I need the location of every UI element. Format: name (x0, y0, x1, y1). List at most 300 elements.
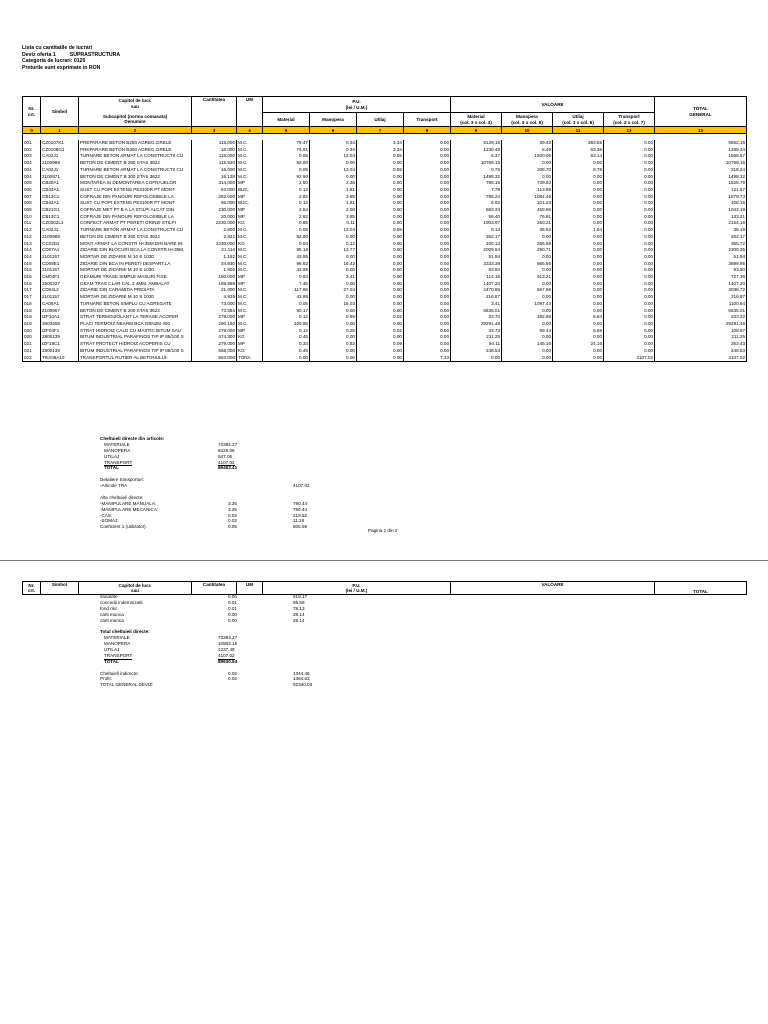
page-footer: Pagina 1 din 2 (368, 528, 398, 533)
cell-val-utilaj: 0.00 (553, 214, 604, 221)
table-row (23, 328, 747, 335)
cell-simbol: 2101157 (41, 254, 79, 261)
cell-val-utilaj: 0.00 (553, 321, 604, 328)
cell-simbol: CZ0107K1 (41, 140, 79, 147)
cell-simbol: 2100969 (41, 160, 79, 167)
cell-val-transport: 0.00 (604, 160, 655, 167)
cell-pu-material: 43.95 (263, 267, 310, 274)
p2-item-label: concedii indemnizatii (100, 599, 143, 605)
cell-pu-utilaj: 0.00 (357, 355, 404, 362)
cell-val-material: 5.37 (451, 153, 502, 160)
cell-val-transport: 0.00 (604, 200, 655, 207)
cell-val-utilaj: 0.00 (553, 254, 604, 261)
table-row (23, 140, 747, 147)
cell-pu-manopera: 0.69 (310, 314, 357, 321)
cell-denumire: BETON DE CIMENT B 300 STAS 3622 (79, 174, 192, 181)
p2-item-label: carti munca (100, 611, 124, 617)
cell-val-manopera: 76.91 (502, 214, 553, 221)
cell-val-material: 9139.18 (451, 140, 502, 147)
cell-pu-material: 90.17 (263, 308, 310, 315)
cell-nr: 004 (23, 174, 41, 181)
cell-pu-manopera: 0.12 (310, 241, 357, 248)
table-row (23, 220, 747, 227)
cell-val-material: 3.41 (451, 301, 502, 308)
cell-val-material: 29291.48 (451, 321, 502, 328)
table-row (23, 147, 747, 154)
cell-denumire: COFRAJE MET PT B A LA STILPI ALCAT DIN (79, 207, 192, 214)
p2-total-item-label: UTILAJ (104, 647, 120, 653)
cell-val-manopera: 265.59 (502, 241, 553, 248)
cell-um: BUC. (237, 200, 263, 207)
cell-pu-transport: 0.00 (404, 227, 451, 234)
cell-total-general: 3038.72 (655, 287, 747, 294)
cell-pu-transport: 0.00 (404, 334, 451, 341)
cell-simbol: CA02J1 (41, 167, 79, 174)
cell-denumire: SUST CU POPI EXTENS PE3100R PT MONT (79, 200, 192, 207)
other-cost-label: -CAS: (100, 512, 113, 518)
cell-um: BUC. (237, 187, 263, 194)
cell-cantitate: 2230.000 (192, 220, 237, 227)
cell-pu-manopera: 0.00 (310, 355, 357, 362)
cell-um: KG (237, 241, 263, 248)
cell-um: MP (237, 328, 263, 335)
cell-cantitate: 21.114 (192, 247, 237, 254)
cell-val-utilaj: 1.54 (553, 227, 604, 234)
cell-cantitate: 73.000 (192, 301, 237, 308)
cell-pu-transport: 0.00 (404, 147, 451, 154)
cell-cantitate: 63.000 (192, 187, 237, 194)
table-row (23, 227, 747, 234)
cell-val-utilaj: 0.00 (553, 187, 604, 194)
cell-total-general: 2300.35 (655, 247, 747, 254)
cell-simbol: CA09A1 (41, 301, 79, 308)
cell-simbol: CC02D2 (41, 241, 79, 248)
cell-cantitate: 279.000 (192, 341, 237, 348)
transport-detail-value: 4107.02 (293, 483, 310, 489)
cell-pu-transport: 0.00 (404, 261, 451, 268)
cell-um: MP (237, 180, 263, 187)
cell-cantitate: 553.000 (192, 355, 237, 362)
cell-val-utilaj: 0.00 (553, 180, 604, 187)
column-number: 12 (604, 127, 655, 134)
cell-val-manopera: 1084.49 (502, 194, 553, 201)
cell-pu-utilaj: 0.00 (357, 180, 404, 187)
cell-val-manopera: 208.70 (502, 167, 553, 174)
cell-pu-manopera: 2.36 (310, 180, 357, 187)
cell-nr: 019 (23, 321, 41, 328)
cell-val-manopera: 113.89 (502, 187, 553, 194)
cell-val-material: 100.13 (451, 241, 502, 248)
direct-item-label: MATERIALE (104, 441, 130, 447)
cell-total-general: 4107.02 (655, 355, 747, 362)
cell-val-utilaj: 0.00 (553, 207, 604, 214)
cell-val-manopera: 613.21 (502, 274, 553, 281)
table-row (23, 348, 747, 355)
table-row (23, 247, 747, 254)
cell-nr: 017 (23, 294, 41, 301)
cell-total-general: 108.87 (655, 328, 747, 335)
title-block (22, 45, 120, 71)
cell-um: M.C. (237, 321, 263, 328)
cell-pu-transport: 0.00 (404, 267, 451, 274)
cell-denumire: BITUM INDUSTRIAL PARAFINOS TIP IP 85/100 S (79, 334, 192, 341)
cell-val-manopera: 0.00 (502, 308, 553, 315)
cell-denumire: GEAM TRAS CLAR CAL.3 4MM. AMBALAT (79, 281, 192, 288)
cell-val-manopera: 1097.43 (502, 301, 553, 308)
cell-pu-material: 95.18 (263, 247, 310, 254)
cell-pu-material: 0.85 (263, 220, 310, 227)
p2-total-item-value: 4107.02 (218, 652, 235, 658)
cell-val-transport: 0.00 (604, 334, 655, 341)
cell-pu-utilaj: 0.00 (357, 321, 404, 328)
direct-item-value: 73384.27 (218, 441, 238, 447)
deviz-line: Deviz oferta 1 SUPRASTRUCTURA (22, 51, 121, 58)
table-row (23, 314, 747, 321)
cell-val-material: 1498.32 (451, 174, 502, 181)
cell-pu-transport: 0.00 (404, 194, 451, 201)
cell-nr: 022 (23, 355, 41, 362)
cell-val-utilaj: 63.14 (553, 153, 604, 160)
cell-cantitate: 20.000 (192, 214, 237, 221)
cell-val-material: 56.40 (451, 214, 502, 221)
cell-cantitate: 180.000 (192, 274, 237, 281)
header-total: TOTAL GENERAL (655, 97, 747, 127)
cell-val-transport: 0.00 (604, 281, 655, 288)
direct-item-label: UTILAJ (104, 453, 120, 459)
cell-val-manopera: 0.00 (502, 348, 553, 355)
cell-nr: 020 (23, 328, 41, 335)
cell-simbol: 2800139 (41, 334, 79, 341)
cell-um: M.C. (237, 140, 263, 147)
cell-val-manopera: 0.00 (502, 294, 553, 301)
cell-simbol: IZF04F1 (41, 328, 79, 335)
cell-um: MP (237, 341, 263, 348)
cell-cantitate: 115.000 (192, 140, 237, 147)
other-cost-value: 790.44 (293, 506, 308, 512)
cell-total-general: 29291.48 (655, 321, 747, 328)
cell-denumire: SUST CU POPI EXTENS PE3100R PT MONT (79, 187, 192, 194)
p2-item-label: sanatate (100, 594, 118, 599)
cell-val-utilaj: 0.00 (553, 355, 604, 362)
cell-um: M.C. (237, 261, 263, 268)
cell-val-manopera: 566.56 (502, 261, 553, 268)
cell-simbol: CD07A1 (41, 247, 79, 254)
cell-val-transport: 0.00 (604, 301, 655, 308)
cell-pu-material: 0.05 (263, 153, 310, 160)
cell-total-general: 262.17 (655, 234, 747, 241)
cell-pu-transport: 0.00 (404, 321, 451, 328)
cell-nr: 004 (23, 167, 41, 174)
column-number: 11 (553, 127, 604, 134)
cell-simbol: TRA06A10 (41, 355, 79, 362)
profit-pct: 0.02 (228, 676, 237, 682)
cell-pu-material: 43.95 (263, 294, 310, 301)
other-cost-pct: 3.26 (228, 500, 237, 506)
cell-val-material: 248.53 (451, 348, 502, 355)
cell-pu-material: 0.45 (263, 348, 310, 355)
cell-cantitate: 474.300 (192, 334, 237, 341)
cell-pu-manopera: 13.04 (310, 167, 357, 174)
p2-total-item-label: TRANSPORT (104, 652, 133, 658)
cell-total-general: 1043.19 (655, 207, 747, 214)
cell-pu-transport: 0.00 (404, 174, 451, 181)
cell-val-utilaj: 0.00 (553, 241, 604, 248)
cell-nr: 016 (23, 281, 41, 288)
cell-pu-transport: 0.00 (404, 207, 451, 214)
cell-val-manopera: 0.00 (502, 334, 553, 341)
cell-pu-manopera: 0.34 (310, 147, 357, 154)
cell-pu-transport: 0.00 (404, 220, 451, 227)
cell-denumire: ZIDARIE DIN BLOCURI BCA LA CONSTR.H<35M, (79, 247, 192, 254)
cell-val-manopera: 5.49 (502, 147, 553, 154)
p2-header-um: UM (237, 582, 263, 595)
direct-total-value: 86463.41 (218, 465, 238, 471)
cell-val-manopera: 192.68 (502, 314, 553, 321)
cell-val-manopera: 0.00 (502, 355, 553, 362)
cell-total-general: 1525.79 (655, 180, 747, 187)
cell-simbol: CM04F1 (41, 274, 79, 281)
category-line: Categoria de lucrari: 0120 (22, 58, 86, 65)
cell-pu-transport: 0.00 (404, 294, 451, 301)
column-number: 0 (23, 127, 41, 134)
cell-val-utilaj: 0.00 (553, 160, 604, 167)
cell-um: MP (237, 194, 263, 201)
cell-total-general: 1568.57 (655, 153, 747, 160)
cell-nr: 014 (23, 254, 41, 261)
cell-val-material: 114.16 (451, 274, 502, 281)
cell-pu-utilaj: 3.34 (357, 147, 404, 154)
cell-pu-material: 7.45 (263, 281, 310, 288)
cell-simbol: 2100957 (41, 308, 79, 315)
cell-pu-material: 79.47 (263, 140, 310, 147)
cell-val-manopera: 145.16 (502, 341, 553, 348)
cell-pu-transport: 0.00 (404, 241, 451, 248)
cell-val-manopera: 69.44 (502, 328, 553, 335)
cell-val-manopera: 0.00 (502, 174, 553, 181)
cell-val-material: 6.92 (451, 200, 502, 207)
cell-pu-utilaj: 0.00 (357, 274, 404, 281)
cell-pu-utilaj: 0.00 (357, 308, 404, 315)
cell-pu-manopera: 0.00 (310, 334, 357, 341)
cell-um: KG (237, 220, 263, 227)
direct-item-label: MANOPERA (104, 447, 131, 453)
cell-nr: 014 (23, 247, 41, 254)
cell-denumire: STRAT TERMOIZOLANT LA TERASE ACOPER (79, 314, 192, 321)
other-cost-value: 790.44 (293, 500, 308, 506)
table-row (23, 234, 747, 241)
p2-total-item-value: 73384.27 (218, 635, 238, 641)
transport-detail-title: Detaliere transporturi: (100, 477, 145, 483)
cell-pu-manopera: 0.00 (310, 308, 357, 315)
cell-pu-material: 0.34 (263, 341, 310, 348)
header-material: Material (263, 113, 310, 127)
cell-pu-transport: 0.00 (404, 167, 451, 174)
cell-pu-utilaj: 0.02 (357, 314, 404, 321)
cell-pu-utilaj: 0.00 (357, 261, 404, 268)
cell-denumire: BETON DE CIMENT B 200 STAS 3622 (79, 308, 192, 315)
cell-pu-transport: 0.00 (404, 308, 451, 315)
cell-denumire: PREPARARE BETON B300 AGREG.GRELE (79, 147, 192, 154)
header-simbol: Simbol (41, 97, 79, 127)
p2-item-value: 619.17 (293, 594, 308, 599)
p2-item-pct: 0.01 (228, 605, 237, 611)
p2-total-label: TOTAL (104, 658, 119, 664)
cell-nr: 015 (23, 261, 41, 268)
cell-total-general: 3899.95 (655, 261, 747, 268)
p2-item-pct: 0.00 (228, 611, 237, 617)
column-number: 4 (237, 127, 263, 134)
p2-total-item-value: 10802.15 (218, 641, 238, 647)
cell-cantitate: 558.000 (192, 348, 237, 355)
cell-val-manopera: 1500.06 (502, 153, 553, 160)
direct-item-value: 4107.02 (218, 459, 235, 465)
cell-pu-utilaj: 0.55 (357, 153, 404, 160)
cell-val-utilaj: 0.00 (553, 334, 604, 341)
cell-val-transport: 4107.02 (604, 355, 655, 362)
table-row (23, 294, 747, 301)
cell-val-utilaj: 0.00 (553, 261, 604, 268)
other-cost-pct: 0.02 (228, 518, 237, 524)
cell-pu-utilaj: 0.00 (357, 301, 404, 308)
cell-pu-manopera: 0.00 (310, 174, 357, 181)
cell-denumire: CONFECT ARMAT PT PERETI GRINZI STILPI (79, 220, 192, 227)
column-number: 13 (655, 127, 747, 134)
cell-pu-utilaj: 0.55 (357, 227, 404, 234)
cell-val-utilaj: 0.00 (553, 194, 604, 201)
direct-total-label: TOTAL (104, 465, 119, 471)
cell-pu-manopera: 27.04 (310, 287, 357, 294)
cell-denumire: MONT ARMAT LA CONSTR H<35M DIN BARE IN (79, 241, 192, 248)
cell-um: MP (237, 207, 263, 214)
cell-cantitate: 16.128 (192, 174, 237, 181)
cell-um: M.C. (237, 227, 263, 234)
cell-pu-manopera: 0.00 (310, 267, 357, 274)
cell-denumire: ZIDARIE DIN CARAMIDA PRESATA (79, 287, 192, 294)
cell-cantitate: 282.000 (192, 194, 237, 201)
cell-denumire: TRANSPORTUL RUTIER AL BETONULUI- (79, 355, 192, 362)
cell-um: M.C. (237, 247, 263, 254)
cell-pu-transport: 0.00 (404, 348, 451, 355)
table-row (23, 287, 747, 294)
cell-cantitate: 16.000 (192, 167, 237, 174)
cell-denumire: MORTAR DE ZIDARIE M 10 S 1030 (79, 254, 192, 261)
cell-val-utilaj: 0.00 (553, 267, 604, 274)
cell-um: KG (237, 334, 263, 341)
cell-val-utilaj: 5.69 (553, 328, 604, 335)
p2-total-item-label: MANOPERA (104, 641, 131, 647)
cell-simbol: CB44A1 (41, 200, 79, 207)
cell-pu-manopera: 0.11 (310, 220, 357, 227)
cell-val-utilaj: 0.00 (553, 348, 604, 355)
cell-val-material: 0.13 (451, 227, 502, 234)
cell-pu-transport: 0.00 (404, 180, 451, 187)
column-number: 10 (502, 127, 553, 134)
other-cost-pct: 3.26 (228, 506, 237, 512)
cell-pu-utilaj: 0.00 (357, 187, 404, 194)
table-row (23, 207, 747, 214)
p2-header-pu: P.U. (lei / U.M.) (263, 582, 451, 595)
cell-pu-material: 92.90 (263, 174, 310, 181)
cell-pu-transport: 0.00 (404, 287, 451, 294)
cell-denumire: STRAT PROTECT HIDROIZ ACOPERIS CU (79, 341, 192, 348)
cell-nr: 013 (23, 241, 41, 248)
cell-pu-transport: 0.00 (404, 314, 451, 321)
cell-pu-manopera: 0.00 (310, 160, 357, 167)
cell-val-material: 0.00 (451, 355, 502, 362)
cell-val-manopera: 0.00 (502, 321, 553, 328)
cell-pu-material: 0.45 (263, 334, 310, 341)
cell-val-transport: 0.00 (604, 287, 655, 294)
cell-simbol: CB13C1 (41, 214, 79, 221)
cell-um: M.C. (237, 267, 263, 274)
cell-simbol: 2100971 (41, 174, 79, 181)
cell-nr: 012 (23, 227, 41, 234)
cell-um: M.C. (237, 160, 263, 167)
cell-cantitate: 1.900 (192, 267, 237, 274)
cell-um: M.C. (237, 301, 263, 308)
cell-pu-material: 43.95 (263, 254, 310, 261)
column-number: 6 (310, 127, 357, 134)
table-row (23, 281, 747, 288)
cell-pu-material: 0.00 (263, 355, 310, 362)
profit-value: 1364.63 (293, 676, 310, 682)
cell-pu-transport: 0.00 (404, 200, 451, 207)
cell-pu-utilaj: 0.00 (357, 214, 404, 221)
cell-pu-transport: 0.00 (404, 234, 451, 241)
other-cost-label: Coeficient 1 (utilizator) (100, 524, 146, 530)
cell-total-general: 727.36 (655, 274, 747, 281)
cell-cantitate: 34.930 (192, 261, 237, 268)
cell-nr: 002 (23, 147, 41, 154)
cell-pu-transport: 0.00 (404, 247, 451, 254)
page2-table-header (22, 581, 747, 595)
cell-val-material: 262.17 (451, 234, 502, 241)
cell-pu-transport: 0.00 (404, 153, 451, 160)
p2-total-item-value: 1337.49 (218, 647, 235, 653)
cell-nr: 020 (23, 334, 41, 341)
cell-denumire: BETON DE CIMENT B 250 STAS 3622 (79, 160, 192, 167)
cell-pu-material: 0.63 (263, 274, 310, 281)
cell-cantitate: 2.800 (192, 227, 237, 234)
cell-pu-manopera: 0.00 (310, 294, 357, 301)
table-row (23, 355, 747, 362)
cell-val-transport: 0.00 (604, 294, 655, 301)
quantities-table (22, 96, 747, 362)
cell-val-utilaj: 0.00 (553, 234, 604, 241)
column-number: 9 (451, 127, 502, 134)
cell-pu-material: 92.90 (263, 234, 310, 241)
p2-header-cantitatea: Cantitatea (192, 582, 237, 595)
cell-pu-utilaj: 0.00 (357, 254, 404, 261)
cell-simbol: 2101157 (41, 294, 79, 301)
cell-nr: 021 (23, 341, 41, 348)
column-number: 1 (41, 127, 79, 134)
cell-val-manopera: 250.21 (502, 220, 553, 227)
column-number: 7 (357, 127, 404, 134)
cell-val-utilaj: 0.00 (553, 247, 604, 254)
header-v-material: Material (col. 3 x col. 4) (451, 113, 502, 127)
cell-denumire: GEAMURI TRASE SIMPLE MASURI FIXE (79, 274, 192, 281)
table-row (23, 261, 747, 268)
cell-pu-utilaj: 0.00 (357, 247, 404, 254)
cell-pu-manopera: 0.00 (310, 281, 357, 288)
cell-nr: 017 (23, 287, 41, 294)
table-row (23, 160, 747, 167)
direct-item-label: TRANSPORT (104, 459, 133, 465)
cell-val-material: 94.11 (451, 341, 502, 348)
cell-pu-utilaj: 0.00 (357, 174, 404, 181)
cell-val-transport: 0.00 (604, 254, 655, 261)
